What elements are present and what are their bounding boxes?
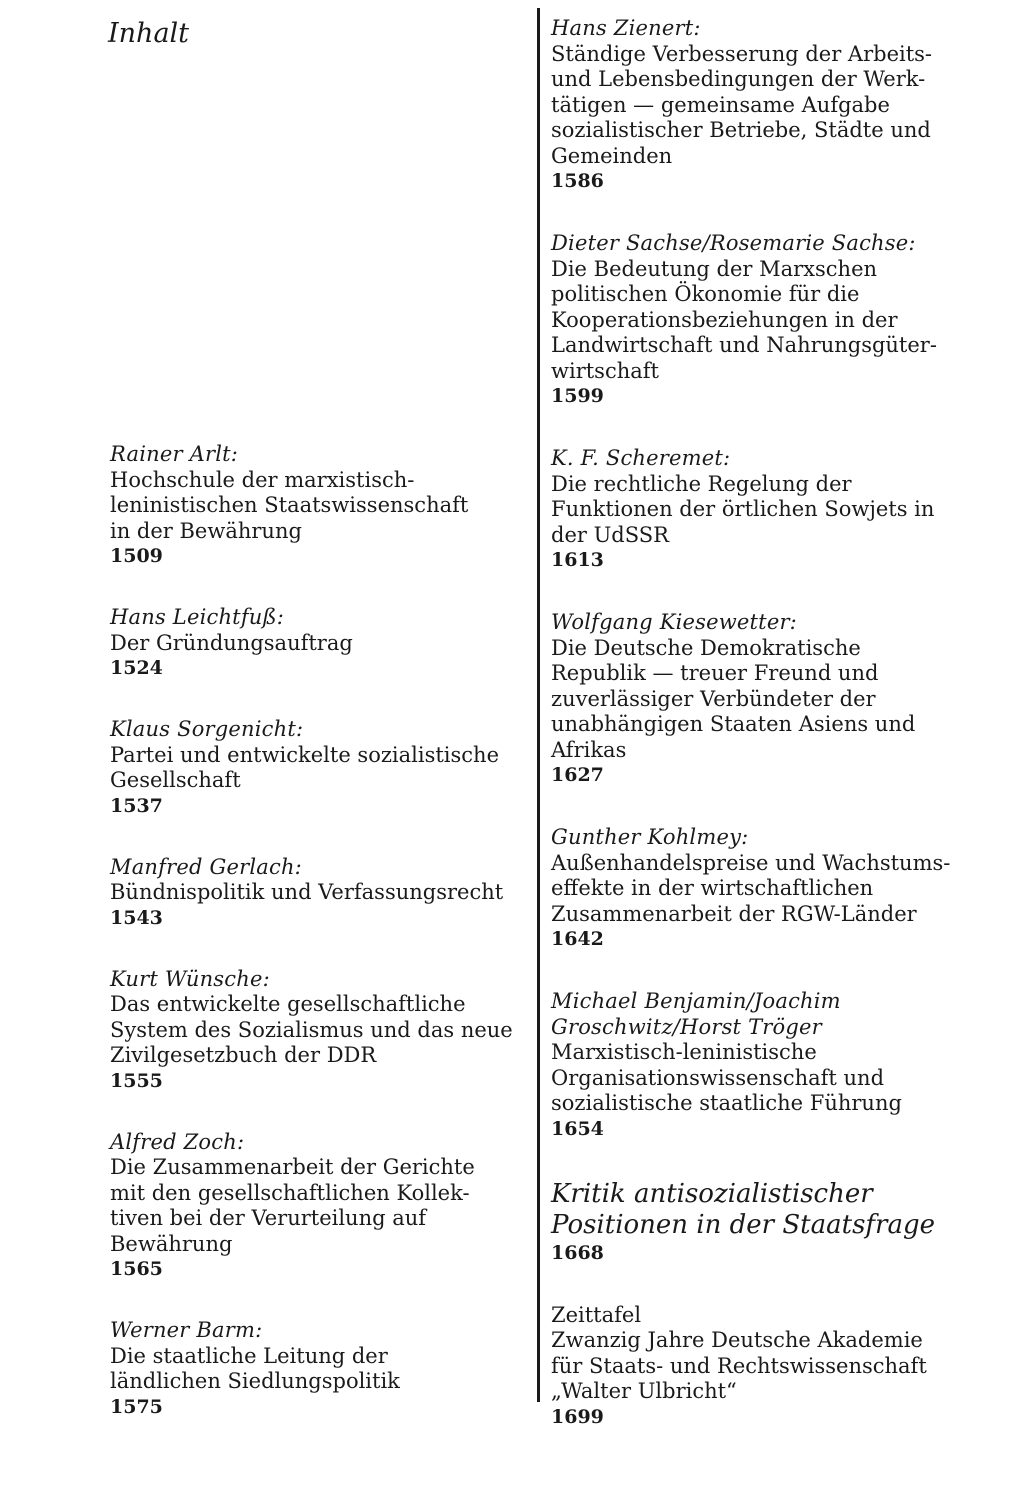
column-divider — [537, 8, 540, 1402]
page-title: Inhalt — [108, 18, 190, 49]
entry-page: 1654 — [551, 1117, 604, 1140]
entry-author: Kurt Wünsche: — [110, 966, 270, 991]
toc-entry — [110, 1318, 525, 1420]
toc-entry — [110, 605, 525, 681]
entry-page: 1565 — [110, 1258, 163, 1280]
entry-author: Alfred Zoch: — [110, 1129, 245, 1154]
toc-entry — [110, 717, 525, 819]
entry-author: Hans Leichtfuß: — [110, 605, 285, 629]
zeittafel-page: 1699 — [551, 1405, 604, 1428]
entry-page: 1586 — [551, 170, 604, 192]
entry-page: 1642 — [551, 928, 604, 950]
entry-title: Bündnispolitik und Verfassungsrecht — [110, 880, 504, 904]
left-column — [110, 442, 525, 1456]
section-entry — [551, 1179, 971, 1266]
entry-author: Michael Benjamin/Joachim Groschwitz/Horst Tröger — [551, 989, 841, 1039]
toc-entry — [551, 446, 971, 573]
entry-author: Rainer Arlt: — [110, 442, 239, 466]
entry-title: Die staatliche Leitung der ländlichen Siedlungspolitik — [110, 1343, 400, 1393]
entry-author: Hans Zienert: — [551, 16, 701, 40]
entry-title: Partei und entwickelte sozialistische Gesellschaft — [110, 742, 500, 792]
toc-entry — [110, 442, 525, 569]
entry-title: Die Bedeutung der Marxschen politischen Ökonomie für die Kooperationsbeziehungen in der Landwirtschaft und Nahrungsgüter- wirtschaft — [551, 256, 937, 383]
entry-page: 1524 — [110, 657, 163, 679]
entry-page: 1613 — [551, 549, 604, 571]
section-page: 1668 — [551, 1241, 604, 1264]
entry-page: 1543 — [110, 906, 163, 929]
entry-page: 1599 — [551, 385, 604, 407]
toc-entry — [551, 989, 971, 1142]
entry-title: Die rechtliche Regelung der Funktionen der örtlichen Sowjets in der UdSSR — [551, 471, 935, 547]
toc-entry — [551, 825, 971, 952]
entry-title: Die Zusammenarbeit der Gerichte mit den gesellschaftlichen Kollek- tiven bei der Verurteilung auf Bewährung — [110, 1155, 475, 1256]
toc-entry — [110, 1130, 525, 1283]
entry-title: Der Gründungsauftrag — [110, 630, 353, 655]
toc-entry — [110, 855, 525, 931]
entry-author: Gunther Kohlmey: — [551, 825, 749, 849]
entry-author: Manfred Gerlach: — [110, 854, 302, 879]
entry-page: 1537 — [110, 794, 163, 817]
entry-title: Ständige Verbesserung der Arbeits- und Lebensbedingungen der Werk- tätigen — gemeinsame Aufgabe sozialistischer Betriebe, Städte und Gemeinden — [551, 41, 933, 168]
right-column — [551, 16, 971, 1430]
entry-title: Hochschule der marxistisch- leninistischen Staatswissenschaft in der Bewährung — [110, 467, 469, 543]
entry-title: Das entwickelte gesellschaftliche System des Sozialismus und das neue Zivilgesetzbuch der DDR — [110, 992, 513, 1067]
entry-title: Marxistisch-leninistische Organisationswissenschaft und sozialistische staatliche Führung — [551, 1040, 902, 1115]
entry-page: 1575 — [110, 1395, 163, 1418]
toc-entry — [110, 967, 525, 1094]
entry-author: K. F. Scheremet: — [551, 446, 731, 470]
entry-author: Dieter Sachse/Rosemarie Sachse: — [551, 231, 916, 255]
zeittafel-label: Zeittafel — [551, 1302, 642, 1327]
entry-author: Wolfgang Kiesewetter: — [551, 610, 797, 634]
entry-page: 1555 — [110, 1069, 163, 1092]
entry-title: Die Deutsche Demokratische Republik — treuer Freund und zuverlässiger Verbündeter der unabhängigen Staaten Asiens und Afrikas — [551, 635, 916, 762]
entry-author: Klaus Sorgenicht: — [110, 717, 304, 741]
entry-title: Außenhandelspreise und Wachstums- effekte in der wirtschaftlichen Zusammenarbeit der RGW-Länder — [551, 850, 951, 926]
zeittafel-title: Zwanzig Jahre Deutsche Akademie für Staats- und Rechtswissenschaft „Walter Ulbricht“ — [551, 1328, 927, 1403]
entry-page: 1509 — [110, 545, 163, 567]
entry-author: Werner Barm: — [110, 1318, 263, 1342]
entry-page: 1627 — [551, 764, 604, 786]
toc-entry — [551, 231, 971, 409]
zeittafel-entry — [551, 1303, 971, 1430]
toc-entry — [551, 610, 971, 788]
section-title: Kritik antisozialistischer Positionen in der Staatsfrage — [551, 1178, 935, 1240]
toc-entry — [551, 16, 971, 194]
